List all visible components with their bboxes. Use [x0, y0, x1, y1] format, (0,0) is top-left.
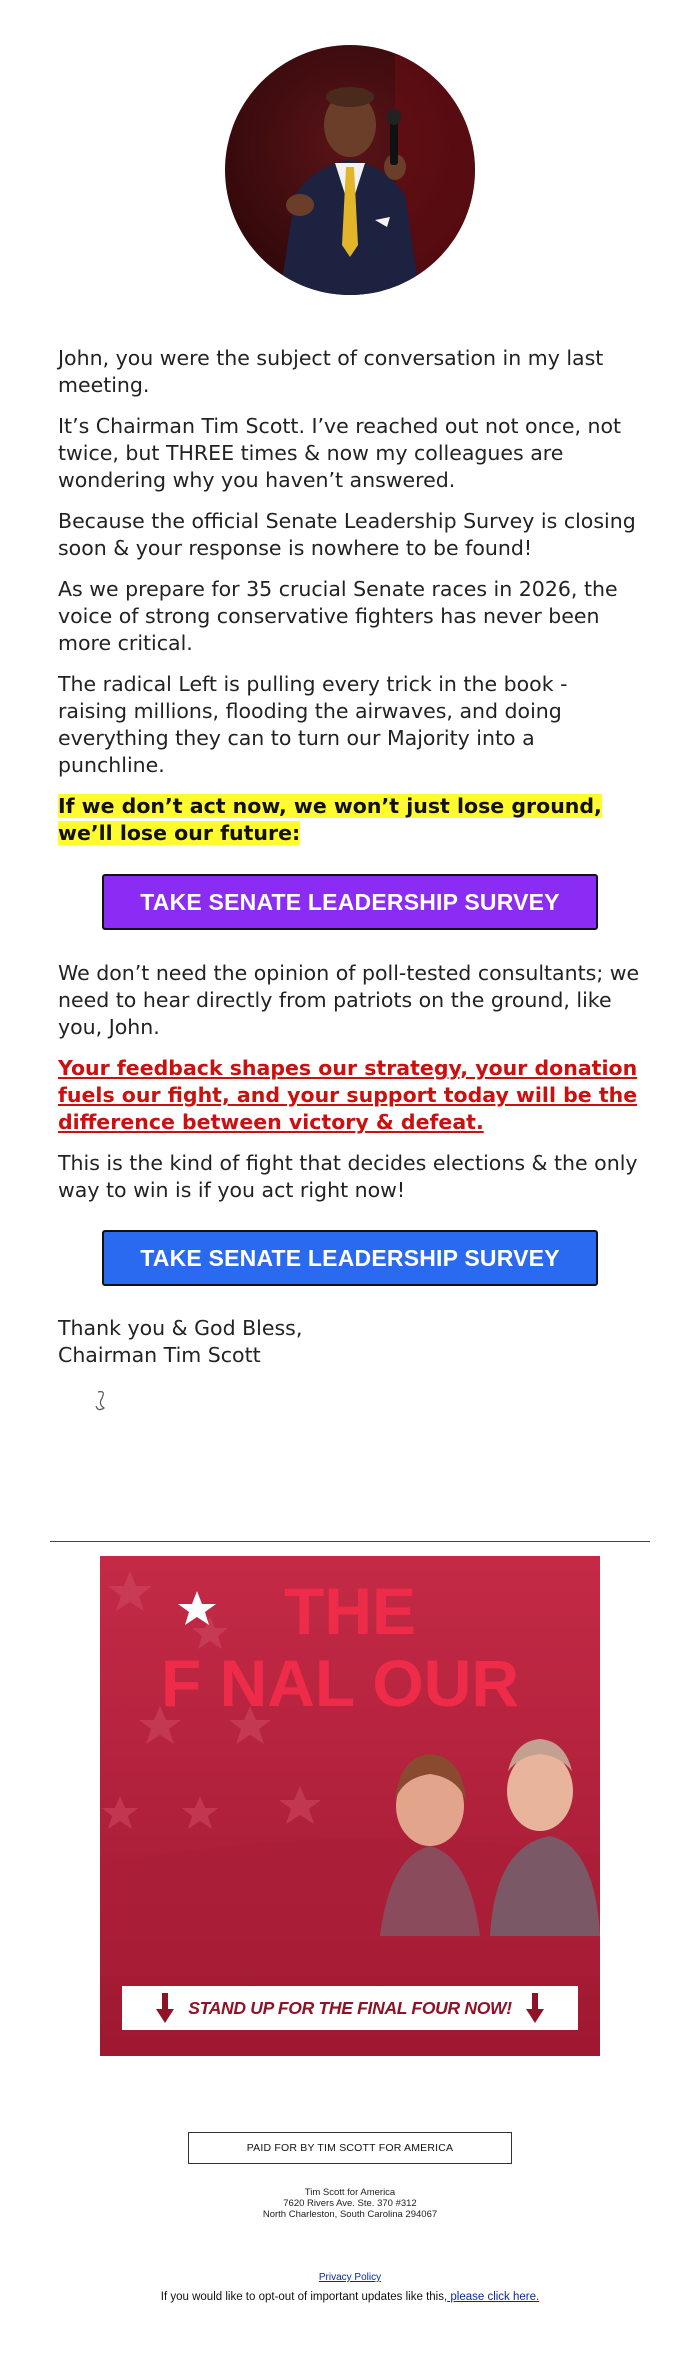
speaker-image [225, 45, 475, 295]
final-four-banner[interactable] [100, 1556, 600, 2056]
banner-cta-bar[interactable] [122, 1986, 578, 2030]
signoff-thanks: Thank you & God Bless, [58, 1316, 303, 1340]
address-org: Tim Scott for America [304, 2187, 396, 2198]
optout-link[interactable]: please click here. [447, 2291, 540, 2303]
address-street: 7620 Rivers Ave. Ste. 370 #312 [283, 2198, 417, 2209]
banner-title-line2: F NAL OUR [160, 1646, 520, 1720]
paragraph-intro: It’s Chairman Tim Scott. I’ve reached out not once, not twice, but THREE times & now my colleagues are wondering why you haven’t answered. [58, 414, 622, 492]
paragraph-patriots: We don’t need the opinion of poll-tested consultants; we need to hear directly from patriots on the ground, like you, John. [58, 961, 640, 1039]
mailing-address [0, 2187, 700, 2220]
survey-button-2-wrap [0, 1230, 700, 1286]
take-survey-button-blue[interactable]: TAKE SENATE LEADERSHIP SURVEY [102, 1230, 598, 1286]
signature-mark [92, 1388, 112, 1414]
paid-for-disclaimer: PAID FOR BY TIM SCOTT FOR AMERICA [188, 2132, 512, 2164]
paragraph-red-link-wrap [58, 1055, 642, 1136]
feedback-link[interactable]: Your feedback shapes our strategy, your donation fuels our fight, and your support today will be the difference between victory & defeat. [58, 1056, 638, 1134]
arrow-down-icon [156, 1993, 174, 2023]
privacy-wrap [0, 2272, 700, 2283]
letter-body-continued [58, 960, 642, 1218]
signoff [58, 1315, 642, 1369]
paragraph-act-now: This is the kind of fight that decides elections & the only way to win is if you act right now! [58, 1151, 638, 1202]
paragraph-races: As we prepare for 35 crucial Senate races in 2026, the voice of strong conservative fighters has never been more critical. [58, 577, 618, 655]
signoff-name: Chairman Tim Scott [58, 1343, 261, 1367]
address-city: North Charleston, South Carolina 294067 [262, 2209, 438, 2220]
arrow-down-icon [526, 1993, 544, 2023]
paragraph-greeting: John, you were the subject of conversation in my last meeting. [58, 346, 604, 397]
section-divider [50, 1541, 650, 1542]
take-survey-button-purple[interactable]: TAKE SENATE LEADERSHIP SURVEY [102, 874, 598, 930]
survey-button-1-wrap [0, 874, 700, 930]
privacy-policy-link[interactable]: Privacy Policy [318, 2272, 382, 2283]
banner-title-line1: THE [284, 1574, 416, 1648]
paragraph-highlight-wrap [58, 793, 642, 847]
highlighted-warning: If we don’t act now, we won’t just lose ground, we’ll lose our future: [58, 794, 602, 845]
letter-body [58, 345, 642, 847]
optout-text: If you would like to opt-out of important updates like this, [160, 2291, 448, 2303]
paragraph-survey-closing: Because the official Senate Leadership Survey is closing soon & your response is nowhere to be found! [58, 509, 636, 560]
banner-cta-text: STAND UP FOR THE FINAL FOUR NOW! [188, 1997, 512, 2018]
paragraph-radical-left: The radical Left is pulling every trick in the book - raising millions, flooding the airwaves, and doing everything they can to turn our Majority into a punchline. [58, 672, 568, 777]
banner-art [100, 1556, 600, 2056]
portrait-photo [225, 45, 475, 295]
optout-line [0, 2291, 700, 2303]
